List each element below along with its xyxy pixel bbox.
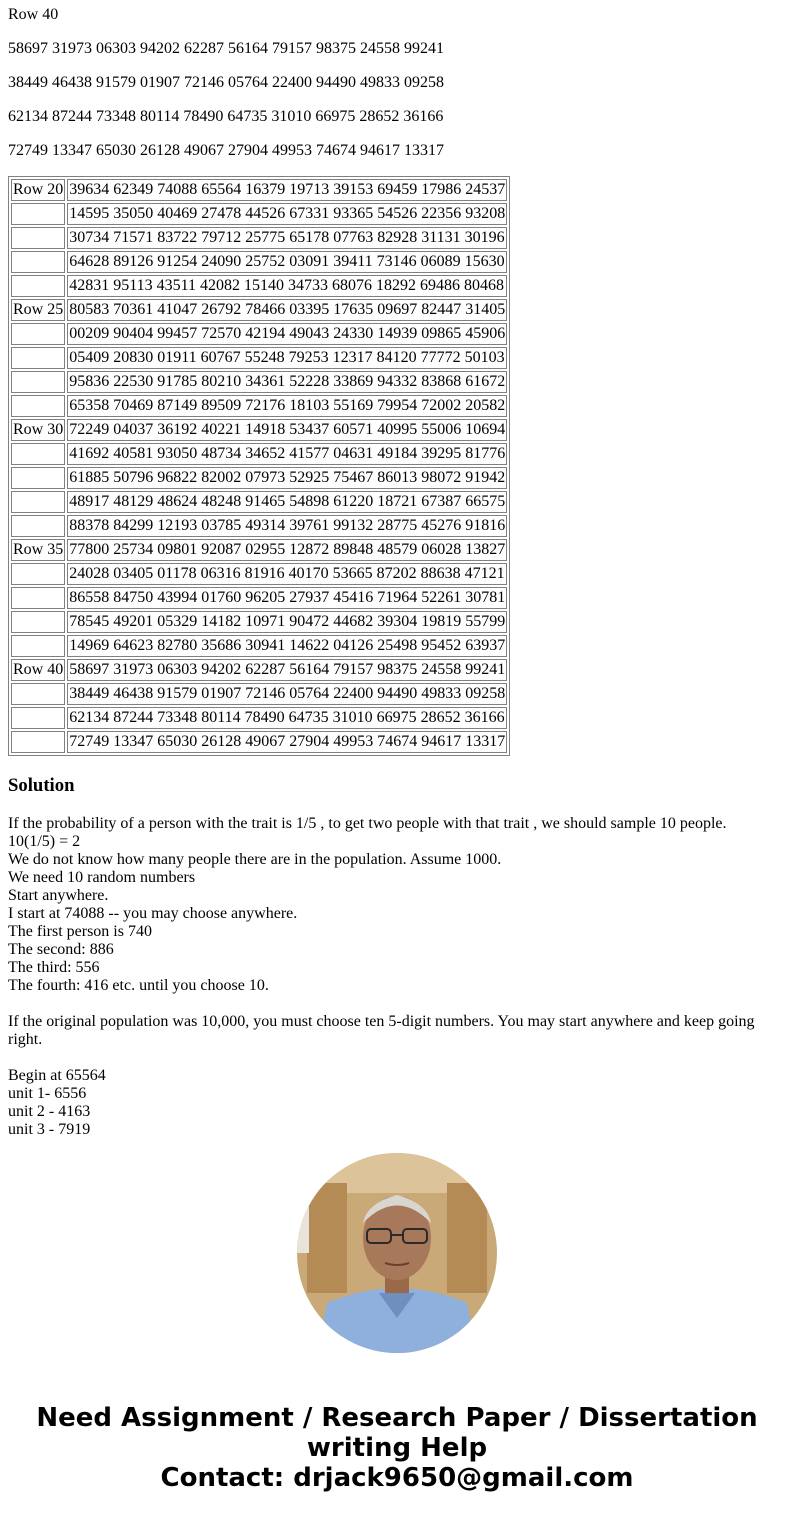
row-label-cell: Row 40 <box>11 659 65 681</box>
table-row <box>11 227 507 249</box>
table-row <box>11 539 507 561</box>
solution-line: unit 1- 6556 <box>8 1085 87 1102</box>
row-numbers-cell: 65358 70469 87149 89509 72176 18103 55169 79954 72002 20582 <box>67 395 507 417</box>
row-label-cell <box>11 635 65 657</box>
table-row <box>11 419 507 441</box>
table-row <box>11 659 507 681</box>
table-row <box>11 683 507 705</box>
row-label-cell <box>11 491 65 513</box>
row-numbers-cell: 30734 71571 83722 79712 25775 65178 07763 82928 31131 30196 <box>67 227 507 249</box>
person-photo-icon <box>297 1153 497 1353</box>
row-label-cell <box>11 587 65 609</box>
solution-line: If the original population was 10,000, you must choose ten 5-digit numbers. You may start anywhere and keep going right. <box>8 1013 755 1048</box>
table-row <box>11 347 507 369</box>
table-row <box>11 467 507 489</box>
row-label-cell <box>11 227 65 249</box>
row-numbers-cell: 95836 22530 91785 80210 34361 52228 33869 94332 83868 61672 <box>67 371 507 393</box>
row-label-cell: Row 20 <box>11 179 65 201</box>
row-numbers-cell: 78545 49201 05329 14182 10971 90472 44682 39304 19819 55799 <box>67 611 507 633</box>
random-number-table <box>8 176 510 756</box>
solution-line: unit 2 - 4163 <box>8 1103 91 1120</box>
random-number-table-body <box>11 179 507 753</box>
table-row <box>11 443 507 465</box>
table-row <box>11 563 507 585</box>
row-label-cell <box>11 443 65 465</box>
solution-heading: Solution <box>8 775 75 796</box>
ad-headline: Need Assignment / Research Paper / Dissertation writing Help <box>36 1403 758 1463</box>
table-row <box>11 515 507 537</box>
row-numbers-cell: 00209 90404 99457 72570 42194 49043 24330 14939 09865 45906 <box>67 323 507 345</box>
row-numbers-cell: 61885 50796 96822 82002 07973 52925 75467 86013 98072 91942 <box>67 467 507 489</box>
row-label-cell: Row 35 <box>11 539 65 561</box>
row-numbers-cell: 58697 31973 06303 94202 62287 56164 79157 98375 24558 99241 <box>67 659 507 681</box>
intro-line: 58697 31973 06303 94202 62287 56164 79157 98375 24558 99241 <box>8 40 444 57</box>
intro-line: 62134 87244 73348 80114 78490 64735 31010 66975 28652 36166 <box>8 108 444 125</box>
table-row <box>11 371 507 393</box>
solution-line: Begin at 65564 <box>8 1067 106 1084</box>
solution-line: Start anywhere. <box>8 887 109 904</box>
table-row <box>11 491 507 513</box>
row-label-cell <box>11 563 65 585</box>
row-label-cell <box>11 203 65 225</box>
table-row <box>11 707 507 729</box>
document-body <box>8 0 786 1139</box>
row-numbers-cell: 62134 87244 73348 80114 78490 64735 31010 66975 28652 36166 <box>67 707 507 729</box>
row-label-cell <box>11 347 65 369</box>
ad-banner <box>0 1403 794 1493</box>
solution-line: 10(1/5) = 2 <box>8 833 81 850</box>
solution-line: The fourth: 416 etc. until you choose 10. <box>8 977 269 994</box>
row-numbers-cell: 14969 64623 82780 35686 30941 14622 04126 25498 95452 63937 <box>67 635 507 657</box>
solution-line: The first person is 740 <box>8 923 152 940</box>
intro-row-label: Row 40 <box>8 6 59 23</box>
ad-contact: Contact: drjack9650@gmail.com <box>160 1463 634 1493</box>
solution-text <box>8 815 786 1139</box>
row-numbers-cell: 77800 25734 09801 92087 02955 12872 89848 48579 06028 13827 <box>67 539 507 561</box>
row-label-cell <box>11 731 65 753</box>
solution-line: unit 3 - 7919 <box>8 1121 91 1138</box>
row-numbers-cell: 64628 89126 91254 24090 25752 03091 39411 73146 06089 15630 <box>67 251 507 273</box>
table-row <box>11 251 507 273</box>
solution-line: The second: 886 <box>8 941 114 958</box>
table-row <box>11 299 507 321</box>
row-label-cell <box>11 683 65 705</box>
row-numbers-cell: 24028 03405 01178 06316 81916 40170 53665 87202 88638 47121 <box>67 563 507 585</box>
row-label-cell <box>11 395 65 417</box>
row-label-cell <box>11 275 65 297</box>
intro-block <box>8 6 786 160</box>
row-numbers-cell: 14595 35050 40469 27478 44526 67331 93365 54526 22356 93208 <box>67 203 507 225</box>
row-label-cell <box>11 611 65 633</box>
table-row <box>11 203 507 225</box>
row-numbers-cell: 38449 46438 91579 01907 72146 05764 22400 94490 49833 09258 <box>67 683 507 705</box>
table-row <box>11 587 507 609</box>
row-label-cell <box>11 467 65 489</box>
solution-line <box>8 995 786 1013</box>
row-label-cell <box>11 707 65 729</box>
row-label-cell: Row 25 <box>11 299 65 321</box>
row-numbers-cell: 48917 48129 48624 48248 91465 54898 61220 18721 67387 66575 <box>67 491 507 513</box>
solution-line <box>8 1049 786 1067</box>
table-row <box>11 731 507 753</box>
row-label-cell <box>11 371 65 393</box>
solution-line: The third: 556 <box>8 959 100 976</box>
intro-line: 72749 13347 65030 26128 49067 27904 49953 74674 94617 13317 <box>8 142 444 159</box>
row-label-cell <box>11 515 65 537</box>
row-numbers-cell: 39634 62349 74088 65564 16379 19713 39153 69459 17986 24537 <box>67 179 507 201</box>
author-avatar <box>297 1153 497 1353</box>
table-row <box>11 611 507 633</box>
row-numbers-cell: 88378 84299 12193 03785 49314 39761 99132 28775 45276 91816 <box>67 515 507 537</box>
table-row <box>11 275 507 297</box>
row-label-cell <box>11 323 65 345</box>
row-label-cell <box>11 251 65 273</box>
row-numbers-cell: 86558 84750 43994 01760 96205 27937 45416 71964 52261 30781 <box>67 587 507 609</box>
row-numbers-cell: 42831 95113 43511 42082 15140 34733 68076 18292 69486 80468 <box>67 275 507 297</box>
row-numbers-cell: 05409 20830 01911 60767 55248 79253 12317 84120 77772 50103 <box>67 347 507 369</box>
row-numbers-cell: 72249 04037 36192 40221 14918 53437 60571 40995 55006 10694 <box>67 419 507 441</box>
table-row <box>11 635 507 657</box>
row-label-cell: Row 30 <box>11 419 65 441</box>
row-numbers-cell: 80583 70361 41047 26792 78466 03395 17635 09697 82447 31405 <box>67 299 507 321</box>
row-numbers-cell: 41692 40581 93050 48734 34652 41577 04631 49184 39295 81776 <box>67 443 507 465</box>
solution-line: We need 10 random numbers <box>8 869 196 886</box>
solution-line: If the probability of a person with the trait is 1/5 , to get two people with that trait , we should sample 10 people. <box>8 815 727 832</box>
row-numbers-cell: 72749 13347 65030 26128 49067 27904 49953 74674 94617 13317 <box>67 731 507 753</box>
intro-line: 38449 46438 91579 01907 72146 05764 22400 94490 49833 09258 <box>8 74 444 91</box>
table-row <box>11 179 507 201</box>
solution-line: We do not know how many people there are in the population. Assume 1000. <box>8 851 502 868</box>
table-row <box>11 323 507 345</box>
solution-line: I start at 74088 -- you may choose anywhere. <box>8 905 298 922</box>
table-row <box>11 395 507 417</box>
